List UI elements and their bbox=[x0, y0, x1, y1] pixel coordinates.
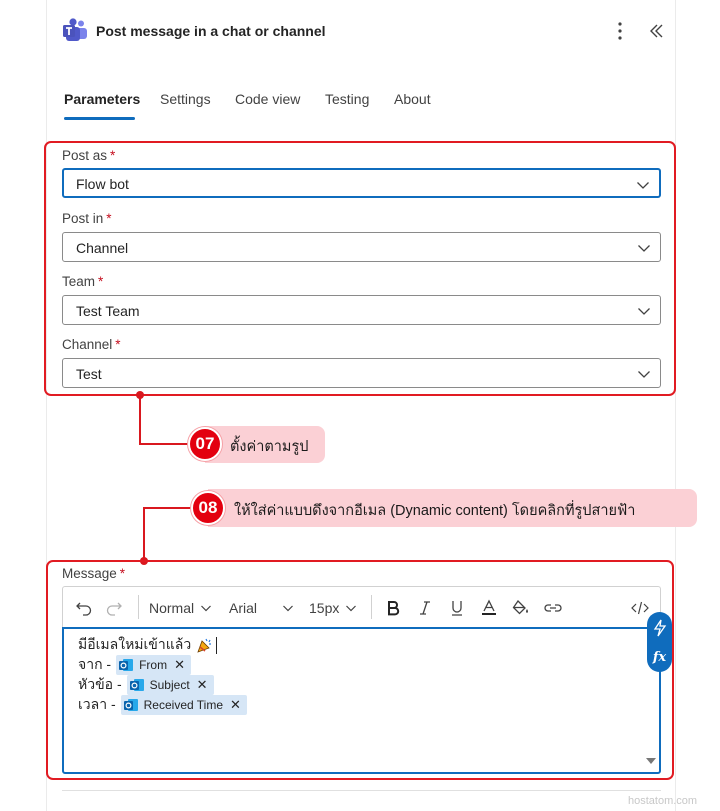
party-popper-icon bbox=[196, 636, 214, 654]
undo-icon bbox=[75, 599, 93, 617]
callout-08-badge: 08 bbox=[191, 491, 225, 525]
remove-token-icon[interactable]: ✕ bbox=[230, 697, 241, 712]
outlook-icon bbox=[123, 697, 139, 713]
outlook-icon bbox=[129, 677, 145, 693]
redo-icon bbox=[105, 599, 123, 617]
chevron-down-icon bbox=[637, 304, 651, 318]
resize-arrow-icon[interactable] bbox=[646, 758, 656, 764]
post-in-label: Post in * bbox=[62, 211, 112, 226]
outlook-icon bbox=[118, 657, 134, 673]
dynamic-content-button[interactable] bbox=[647, 614, 672, 642]
chevron-down-icon bbox=[637, 367, 651, 381]
watermark: hostatom.com bbox=[628, 795, 698, 807]
highlight-color-button[interactable] bbox=[511, 587, 531, 628]
font-color-icon bbox=[480, 599, 498, 617]
remove-token-icon[interactable]: ✕ bbox=[196, 677, 208, 692]
expression-button[interactable] bbox=[647, 643, 672, 671]
page-title: Post message in a chat or channel bbox=[96, 23, 326, 39]
message-label: Message * bbox=[62, 566, 126, 581]
message-line-time: เวลา - Received Time ✕ bbox=[78, 694, 247, 716]
tab-settings[interactable]: Settings bbox=[160, 91, 211, 107]
channel-value: Test bbox=[76, 366, 102, 382]
chevron-down-icon bbox=[637, 241, 651, 255]
callout-connector bbox=[143, 507, 145, 560]
collapse-panel-icon[interactable] bbox=[648, 22, 664, 40]
callout-08-bubble bbox=[208, 489, 697, 527]
tab-about[interactable]: About bbox=[394, 91, 431, 107]
dynamic-token-from[interactable]: From ✕ bbox=[116, 655, 191, 675]
chevron-down-icon bbox=[200, 602, 212, 614]
rich-text-toolbar bbox=[62, 586, 661, 627]
divider bbox=[62, 790, 661, 791]
post-in-dropdown[interactable] bbox=[62, 232, 661, 262]
lightning-icon bbox=[653, 619, 667, 637]
font-color-button[interactable] bbox=[480, 587, 498, 628]
callout-connector bbox=[139, 395, 141, 445]
callout-08-text: ให้ใส่ค่าแบบดึงจากอีเมล (Dynamic content) โดยคลิกที่รูปสายฟ้า bbox=[234, 503, 636, 519]
message-line-1: มีอีเมลใหม่เข้าแล้ว bbox=[78, 634, 217, 656]
insert-link-button[interactable] bbox=[543, 587, 563, 628]
post-as-label: Post as * bbox=[62, 148, 116, 163]
team-value: Test Team bbox=[76, 303, 140, 319]
channel-dropdown[interactable] bbox=[62, 358, 661, 388]
fx-icon: fx bbox=[652, 649, 667, 665]
font-family-select[interactable]: Arial bbox=[229, 587, 294, 628]
bold-button[interactable] bbox=[385, 587, 401, 628]
chevron-down-icon bbox=[282, 602, 294, 614]
channel-label: Channel * bbox=[62, 337, 121, 352]
message-line-from: จาก - From ✕ bbox=[78, 654, 191, 676]
toolbar-divider bbox=[371, 595, 372, 619]
underline-icon bbox=[449, 599, 465, 617]
paint-bucket-icon bbox=[511, 599, 531, 617]
remove-token-icon[interactable]: ✕ bbox=[174, 657, 185, 672]
insert-content-pill bbox=[647, 612, 672, 672]
italic-button[interactable] bbox=[417, 587, 433, 628]
dynamic-token-subject[interactable]: Subject ✕ bbox=[127, 675, 214, 695]
paragraph-style-select[interactable]: Normal bbox=[149, 587, 212, 628]
active-tab-indicator bbox=[64, 117, 135, 120]
tab-parameters[interactable]: Parameters bbox=[64, 91, 141, 107]
tab-testing[interactable]: Testing bbox=[325, 91, 370, 107]
text-cursor bbox=[216, 637, 217, 654]
callout-07-bubble bbox=[205, 426, 325, 463]
dynamic-token-received-time[interactable]: Received Time ✕ bbox=[121, 695, 247, 715]
undo-button[interactable] bbox=[75, 587, 93, 628]
underline-button[interactable] bbox=[449, 587, 465, 628]
team-dropdown[interactable] bbox=[62, 295, 661, 325]
post-as-value: Flow bot bbox=[76, 176, 129, 192]
callout-connector bbox=[139, 443, 191, 445]
font-size-select[interactable]: 15px bbox=[309, 587, 357, 628]
redo-button[interactable] bbox=[105, 587, 123, 628]
tab-code-view[interactable]: Code view bbox=[235, 91, 301, 107]
chevron-down-icon bbox=[345, 602, 357, 614]
callout-07-badge: 07 bbox=[188, 427, 222, 461]
message-line-subject: หัวข้อ - Subject ✕ bbox=[78, 674, 214, 696]
post-as-dropdown[interactable] bbox=[62, 168, 661, 198]
teams-app-icon bbox=[62, 17, 88, 43]
team-label: Team * bbox=[62, 274, 104, 289]
post-in-value: Channel bbox=[76, 240, 129, 256]
italic-icon bbox=[417, 599, 433, 617]
callout-07-text: ตั้งค่าตามรูป bbox=[230, 439, 309, 455]
chevron-down-icon bbox=[636, 178, 650, 192]
more-options-icon[interactable] bbox=[612, 20, 628, 42]
bold-icon bbox=[385, 599, 401, 617]
link-icon bbox=[543, 599, 563, 617]
message-editor[interactable] bbox=[62, 627, 661, 774]
callout-connector bbox=[143, 507, 193, 509]
toolbar-divider bbox=[138, 595, 139, 619]
